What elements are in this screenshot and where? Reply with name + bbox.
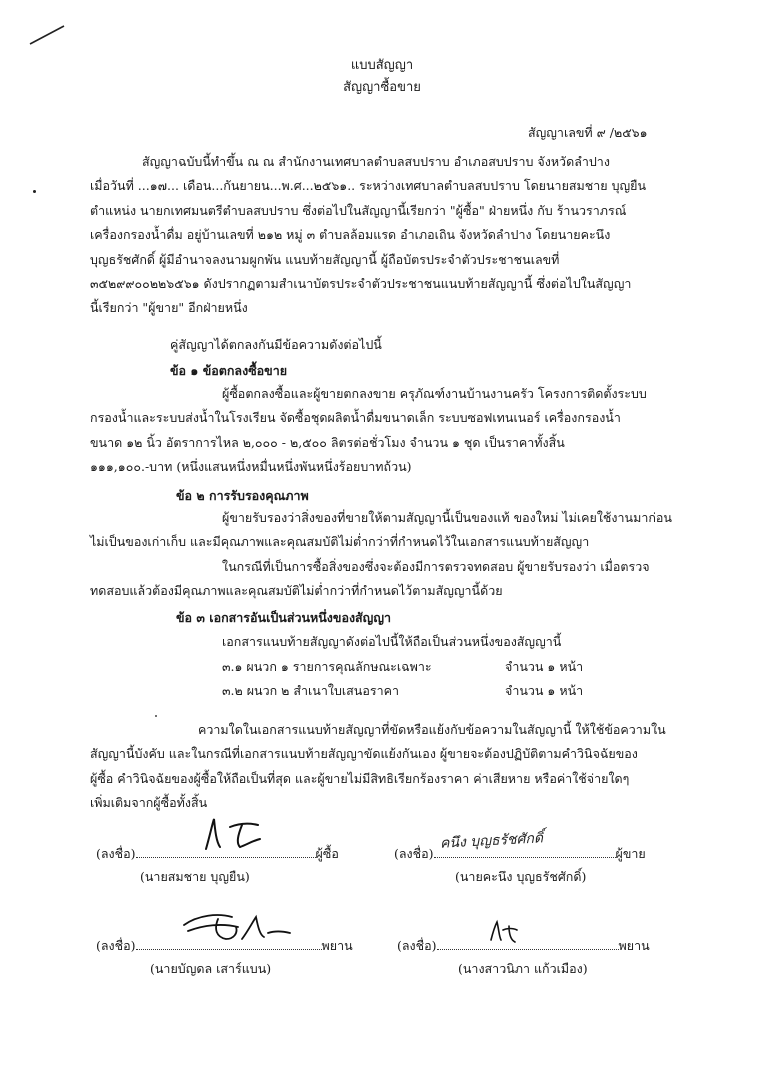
clause1-body <box>90 382 710 480</box>
sign-prefix: (ลงชื่อ) <box>96 846 136 861</box>
clause1-line: กรองน้ำและระบบส่งน้ำในโรงเรียน จัดซื้อชุดผลิตน้ำดื่มขนาดเล็ก ระบบซอฟเทนเนอร์ เครื่องกรองน้ำ <box>90 410 621 426</box>
agreement-statement: คู่สัญญาได้ตกลงกันมีข้อความดังต่อไปนี้ <box>170 337 382 352</box>
clause1-line: ๑๑๑,๑๐๐.-บาท (หนึ่งแสนหนึ่งหมื่นหนึ่งพันหนึ่งร้อยบาทถ้วน) <box>90 459 412 475</box>
witness1-handwritten-signature <box>178 905 298 950</box>
attachment-item-qty: จำนวน ๑ หน้า <box>505 683 584 698</box>
sign-prefix: (ลงชื่อ) <box>397 938 437 953</box>
intro-line: ตำแหน่ง นายกเทศมนตรีตำบลสบปราบ ซึ่งต่อไปในสัญญานี้เรียกว่า "ผู้ซื้อ" ฝ่ายหนึ่ง กับ ร้านวราภรณ์ <box>90 202 627 218</box>
witness1-role: พยาน <box>321 938 353 953</box>
intro-line: นี้เรียกว่า "ผู้ขาย" อีกฝ่ายหนึ่ง <box>90 300 248 316</box>
closing-line: ผู้ซื้อ คำวินิจฉัยของผู้ซื้อให้ถือเป็นที่สุด และผู้ขายไม่มีสิทธิเรียกร้องราคา ค่าเสียหาย หรือค่าใช้จ่ายใดๆ <box>90 770 630 786</box>
document-title: แบบสัญญา <box>350 58 414 73</box>
buyer-role: ผู้ซื้อ <box>315 846 339 861</box>
sign-prefix: (ลงชื่อ) <box>96 938 136 953</box>
witness2-handwritten-signature <box>485 918 525 948</box>
witness1-name: (นายบัญดล เสาร์แบน) <box>150 961 272 976</box>
pen-stroke-mark <box>28 22 68 52</box>
clause2-line: ในกรณีที่เป็นการซื้อสิ่งของซึ่งจะต้องมีการตรวจทดสอบ ผู้ขายรับรองว่า เมื่อตรวจ <box>222 558 650 574</box>
stray-dot <box>155 715 157 717</box>
document-subtitle: สัญญาซื้อขาย <box>343 80 421 95</box>
closing-line: สัญญานี้บังคับ และในกรณีที่เอกสารแนบท้ายสัญญาขัดแย้งกันเอง ผู้ขายจะต้องปฏิบัติตามคำวินิจฉัยของ <box>90 746 638 762</box>
intro-line: สัญญาฉบับนี้ทำขึ้น ณ ณ สำนักงานเทศบาลตำบลสบปราบ อำเภอสบปราบ จังหวัดลำปาง <box>142 154 610 169</box>
intro-paragraph <box>90 150 710 321</box>
seller-handwritten-signature: คนึง บุญธรัชศักดิ์ <box>439 830 544 852</box>
witness2-role: พยาน <box>618 938 650 953</box>
attachment-item-qty: จำนวน ๑ หน้า <box>505 659 584 674</box>
seller-role: ผู้ขาย <box>615 846 646 861</box>
clause2-line: ทดสอบแล้วต้องมีคุณภาพและคุณสมบัติไม่ต่ำกว่าที่กำหนดไว้ตามสัญญานี้ด้วย <box>90 583 503 599</box>
closing-line: เพิ่มเติมจากผู้ซื้อทั้งสิ้น <box>90 795 208 811</box>
intro-line: บุญธรัชศักดิ์ ผู้มีอำนาจลงนามผูกพัน แนบท้ายสัญญานี้ ผู้ถือบัตรประจำตัวประชาชนเลขที่ <box>90 251 560 267</box>
buyer-handwritten-signature <box>200 815 280 855</box>
intro-line: เครื่องกรองน้ำดื่ม อยู่บ้านเลขที่ ๒๑๒ หมู่ ๓ ตำบลล้อมแรด อำเภอเถิน จังหวัดลำปาง โดยนายคะนึง <box>90 227 611 243</box>
clause1-heading: ข้อ ๑ ข้อตกลงซื้อขาย <box>170 363 288 378</box>
clause1-line: ผู้ซื้อตกลงซื้อและผู้ขายตกลงขาย ครุภัณฑ์งานบ้านงานครัว โครงการติดตั้งระบบ <box>222 386 647 401</box>
clause2-line: ไม่เป็นของเก่าเก็บ และมีคุณภาพและคุณสมบัติไม่ต่ำกว่าที่กำหนดไว้ในเอกสารแนบท้ายสัญญา <box>90 534 590 550</box>
contract-number: สัญญาเลขที่ ๙ /๒๕๖๑ <box>528 125 648 140</box>
clause2-body <box>90 506 710 604</box>
attachment-item-label: ๓.๑ ผนวก ๑ รายการคุณลักษณะเฉพาะ <box>222 659 432 674</box>
buyer-name: (นายสมชาย บุญยืน) <box>140 869 250 884</box>
clause1-line: ขนาด ๑๒ นิ้ว อัตราการไหล ๒,๐๐๐ - ๒,๕๐๐ ลิตรต่อชั่วโมง จำนวน ๑ ชุด เป็นราคาทั้งสิ้น <box>90 434 565 450</box>
stray-dot <box>33 190 36 193</box>
seller-name: (นายคะนึง บุญธรัชศักดิ์) <box>455 869 587 884</box>
closing-line: ความใดในเอกสารแนบท้ายสัญญาที่ขัดหรือแย้งกับข้อความในสัญญานี้ ให้ใช้ข้อความใน <box>198 722 666 737</box>
intro-line: เมื่อวันที่ ...๑๗... เดือน...กันยายน...พ.ศ...๒๕๖๑.. ระหว่างเทศบาลตำบลสบปราบ โดยนายสมชาย บุญยืน <box>90 178 647 194</box>
witness2-name: (นางสาวนิภา แก้วเมือง) <box>458 961 588 976</box>
clause2-line: ผู้ขายรับรองว่าสิ่งของที่ขายให้ตามสัญญานี้เป็นของแท้ ของใหม่ ไม่เคยใช้งานมาก่อน <box>222 510 672 525</box>
closing-paragraph <box>90 718 710 816</box>
clause3-intro: เอกสารแนบท้ายสัญญาดังต่อไปนี้ให้ถือเป็นส่วนหนึ่งของสัญญานี้ <box>222 634 562 649</box>
intro-line: ๓๕๒๙๙๐๐๒๒๖๕๖๑ ดังปรากฏตามสำเนาบัตรประจำตัวประชาชนแนบท้ายสัญญานี้ ซึ่งต่อไปในสัญญา <box>90 276 632 292</box>
attachment-item-label: ๓.๒ ผนวก ๒ สำเนาใบเสนอราคา <box>222 683 399 698</box>
clause2-heading: ข้อ ๒ การรับรองคุณภาพ <box>176 488 309 503</box>
clause3-heading: ข้อ ๓ เอกสารอันเป็นส่วนหนึ่งของสัญญา <box>176 610 392 625</box>
sign-prefix: (ลงชื่อ) <box>394 846 434 861</box>
